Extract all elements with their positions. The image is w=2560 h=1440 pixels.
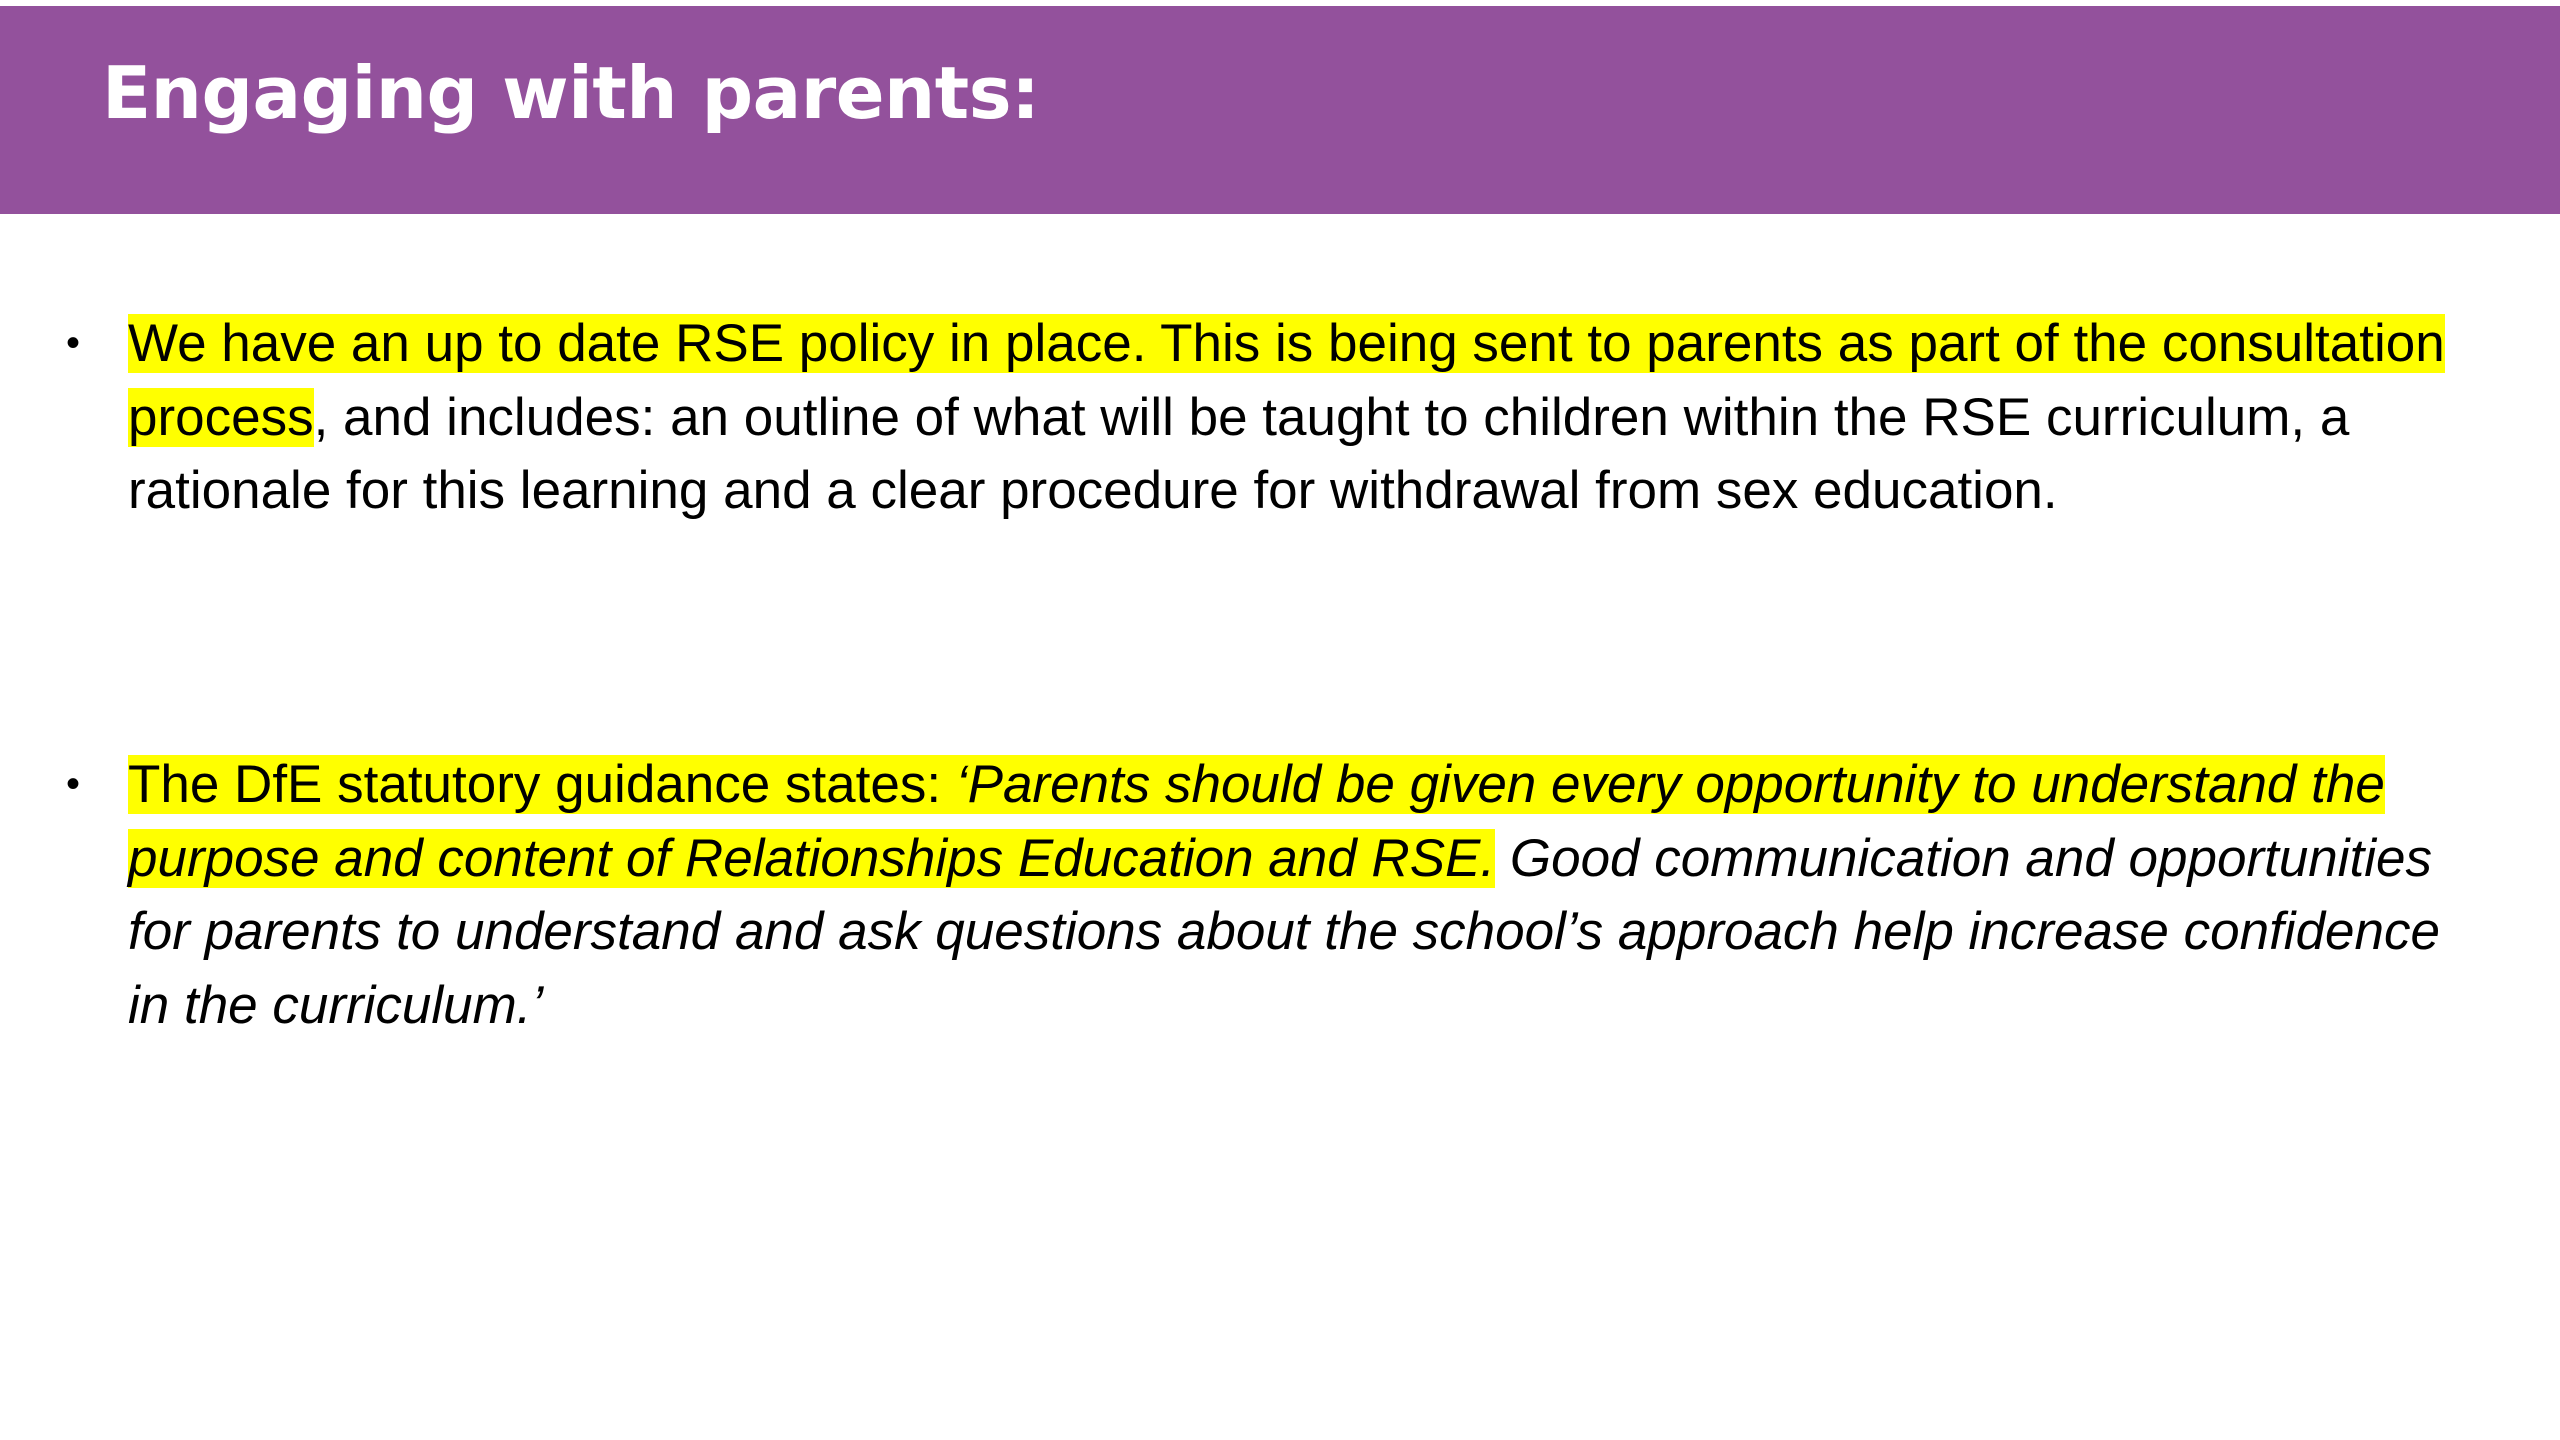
title-banner [0,6,2560,214]
bullet-icon: • [65,321,80,365]
quote-text: Good communication and opportunities for parents to understand and ask questions about the school’s approach help increase confidence in the curriculum.’ [128,828,2440,1035]
bullet-item-dfe-guidance [65,748,2458,1042]
slide-title: Engaging with parents: [102,51,1040,135]
highlighted-intro: The DfE statutory guidance states: [128,755,956,814]
bullet-item-rse-policy [65,307,2458,528]
highlighted-quote: ‘Parents should be given every opportunity to understand the purpose and content of Relationships Education and RSE. [128,755,2385,888]
body-text: , and includes: an outline of what will be taught to children within the RSE curriculum, a rationale for this learning and a clear procedure for withdrawal from sex education. [128,387,2350,520]
highlighted-text: We have an up to date RSE policy in place. This is being sent to parents as part of the consultation process [128,314,2445,447]
bullet-icon: • [65,762,80,806]
